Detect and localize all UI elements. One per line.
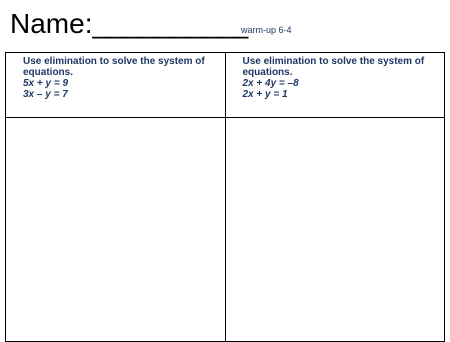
- name-field-label: Name:__________: [10, 8, 249, 39]
- problem-1-instruction-line2: equations.: [23, 67, 74, 78]
- page-header: [0, 0, 450, 52]
- problem-cell-2: [225, 53, 445, 118]
- problem-1-text: [6, 53, 225, 100]
- worksheet-subtitle: warm-up 6-4: [241, 25, 292, 35]
- problem-1-equation-2: 3x – y = 7: [23, 89, 68, 100]
- problem-2-text: [226, 53, 445, 100]
- problem-2-equation-1: 2x + 4y = –8: [242, 78, 299, 89]
- problem-row: [6, 53, 445, 118]
- work-area-2: [225, 118, 445, 342]
- problem-1-instruction-line1: Use elimination to solve the system of: [23, 56, 205, 67]
- work-area-row: [6, 118, 445, 342]
- worksheet-table: [5, 52, 445, 342]
- problem-2-equation-2: 2x + y = 1: [242, 89, 288, 100]
- problem-cell-1: [6, 53, 226, 118]
- problem-2-instruction-line1: Use elimination to solve the system of: [242, 56, 425, 67]
- work-area-1: [6, 118, 226, 342]
- problem-2-instruction-line2: equations.: [242, 67, 293, 78]
- problem-1-equation-1: 5x + y = 9: [23, 78, 69, 89]
